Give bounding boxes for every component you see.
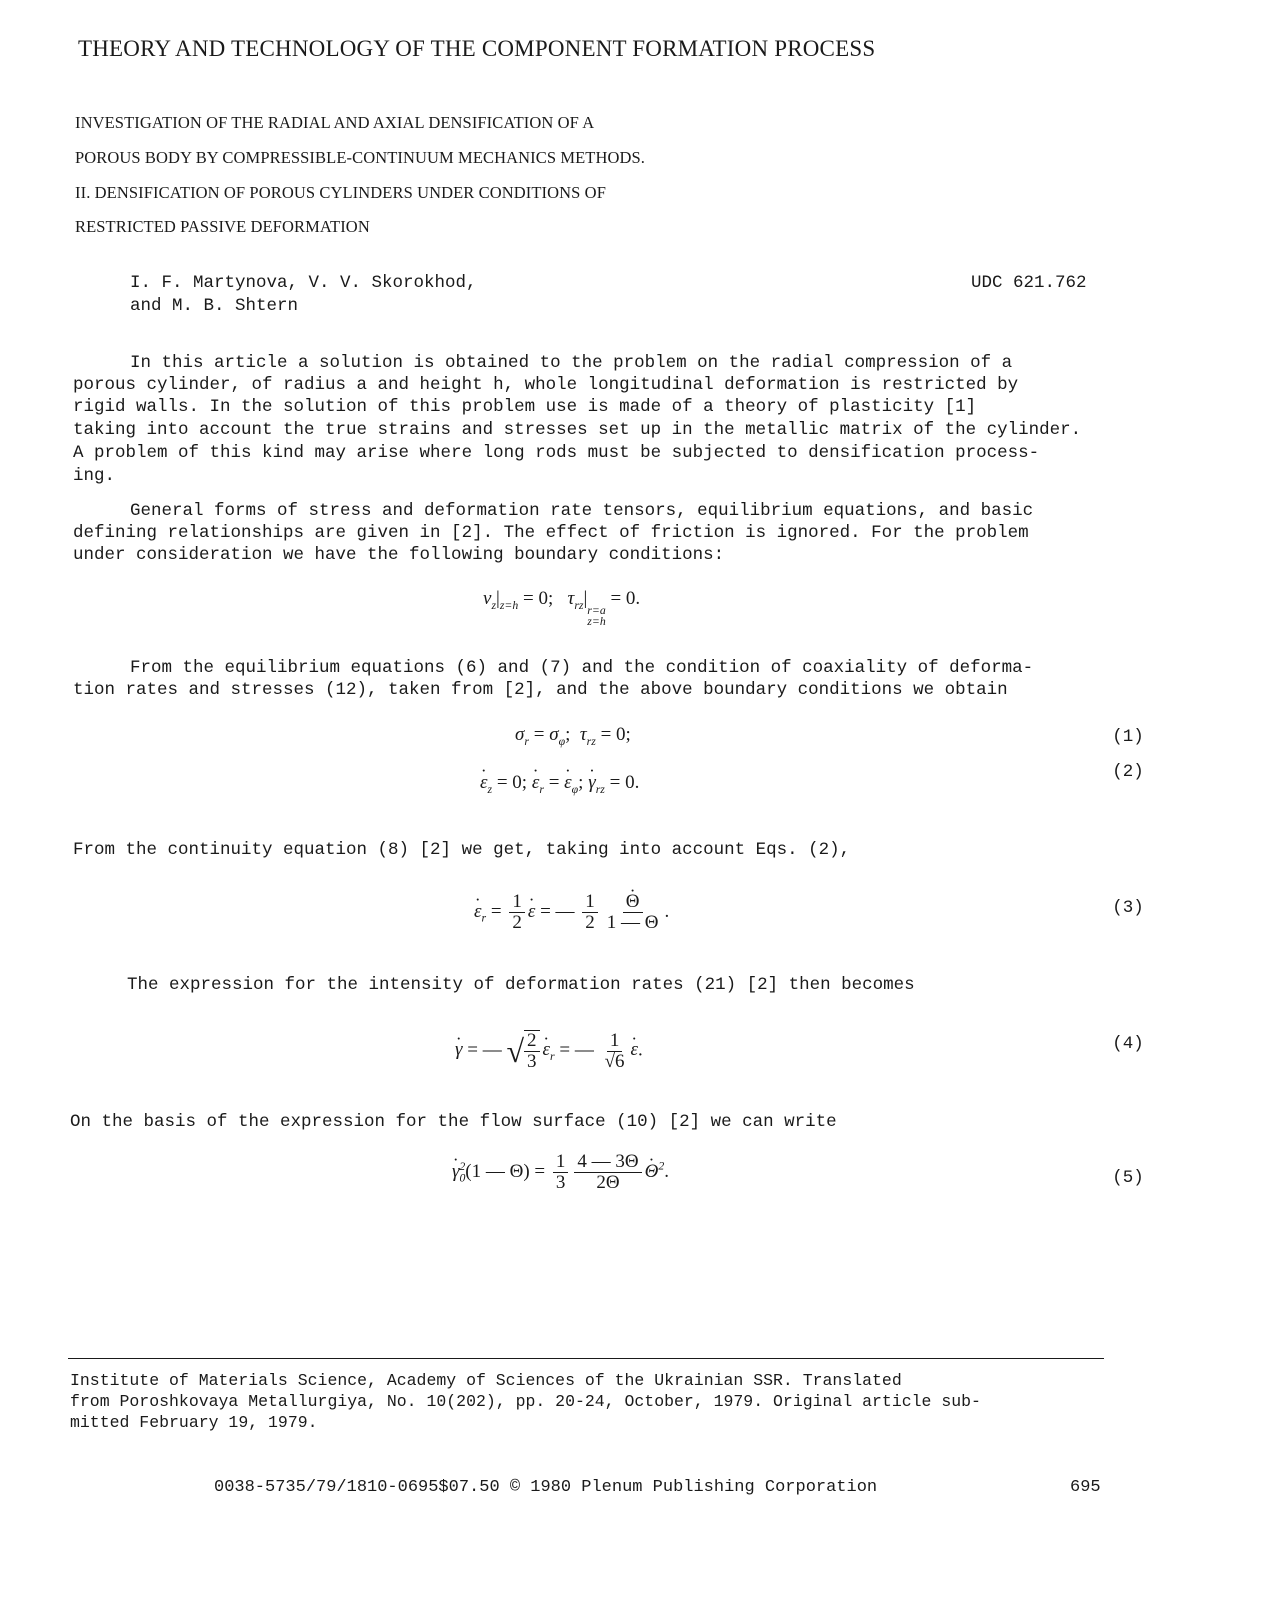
paragraph-line: under consideration we have the following boundary conditions: [73, 545, 725, 565]
copyright-line: 0038-5735/79/1810-0695$07.50 © 1980 Plenum Publishing Corporation [214, 1478, 878, 1497]
section-header: THEORY AND TECHNOLOGY OF THE COMPONENT FORMATION PROCESS [78, 36, 876, 61]
abstract-line: A problem of this kind may arise where long rods must be subjected to densification process- [73, 443, 1040, 463]
abstract-line: ing. [73, 466, 116, 486]
abstract-line: taking into account the true strains and stresses set up in the metallic matrix of the cylinder. [73, 420, 1082, 440]
paragraph-line: From the equilibrium equations (6) and (7) and the condition of coaxiality of deforma- [130, 658, 1034, 678]
boundary-conditions-equation: $v_z|_{z=h} = 0$; $\tau_{rz}|$ r=a z=h = 0. [483, 588, 641, 628]
authors-line-1: I. F. Martynova, V. V. Skorokhod, [130, 273, 477, 293]
abstract-line: In this article a solution is obtained to the problem on the radial compression of a [130, 353, 1013, 373]
abstract-line: rigid walls. In the solution of this problem use is made of a theory of plasticity [1] [73, 397, 977, 417]
paragraph-line: tion rates and stresses (12), taken from [2], and the above boundary conditions we obtain [73, 680, 1008, 700]
paragraph-flow-surface: On the basis of the expression for the flow surface (10) [2] we can write [70, 1112, 837, 1132]
title-line-2: POROUS BODY BY COMPRESSIBLE-CONTINUUM MECHANICS METHODS. [75, 148, 646, 167]
equation-number-5: (5) [1112, 1168, 1144, 1188]
equation-number-2: (2) [1112, 762, 1144, 782]
footnote: Institute of Materials Science, Academy of Sciences of the Ukrainian SSR. Translated from Poroshkovaya Metallurgiya, No. 10(202), pp. 20-24, October, 1979. Original article sub- mitted February 19, 1979. [70, 1371, 981, 1432]
equation-number-1: (1) [1112, 727, 1144, 747]
equation-5: · $\gamma_0^2(1$ — Θ) = $\frac{1}{3}$ $\frac{4 — 3\Theta}{2\Theta}$ · $\Theta^2$. [452, 1152, 669, 1193]
equation-3: · $\varepsilon_r$ = $\frac{1}{2}$ · ε = — $\frac{1}{2}$ · $\frac{\Theta}{1 — \Theta}$ . [474, 892, 669, 933]
equation-1: $\sigma_r = \sigma_\varphi$; $\tau_{rz} = 0$; [515, 724, 631, 748]
paragraph-intensity: The expression for the intensity of deformation rates (21) [2] then becomes [127, 975, 915, 995]
equation-number-4: (4) [1112, 1034, 1144, 1054]
equation-4: · γ = — √ $\frac{2}{3}$ · $\varepsilon_r$ = — $\frac{1}{√6}$ · ε. [455, 1030, 643, 1072]
equation-2: · $\varepsilon_z = 0$; · $\varepsilon_r$ = · $\varepsilon_\varphi$; · $\gamma_{rz} = 0$. [480, 772, 639, 797]
paragraph-line: General forms of stress and deformation rate tensors, equilibrium equations, and basic [130, 501, 1034, 521]
paragraph-line: defining relationships are given in [2]. The effect of friction is ignored. For the problem [73, 523, 1029, 543]
authors-line-2: and M. B. Shtern [130, 296, 299, 316]
page-number: 695 [1070, 1478, 1101, 1497]
title-line-1: INVESTIGATION OF THE RADIAL AND AXIAL DENSIFICATION OF A [75, 113, 595, 132]
title-line-3: II. DENSIFICATION OF POROUS CYLINDERS UNDER CONDITIONS OF [75, 183, 606, 202]
udc-code: UDC 621.762 [971, 273, 1087, 293]
equation-number-3: (3) [1112, 898, 1144, 918]
title-line-4: RESTRICTED PASSIVE DEFORMATION [75, 217, 370, 236]
abstract-line: porous cylinder, of radius a and height h, whole longitudinal deformation is restricted by [73, 375, 1019, 395]
paragraph-continuity: From the continuity equation (8) [2] we get, taking into account Eqs. (2), [73, 840, 851, 860]
footnote-divider [68, 1358, 1104, 1359]
